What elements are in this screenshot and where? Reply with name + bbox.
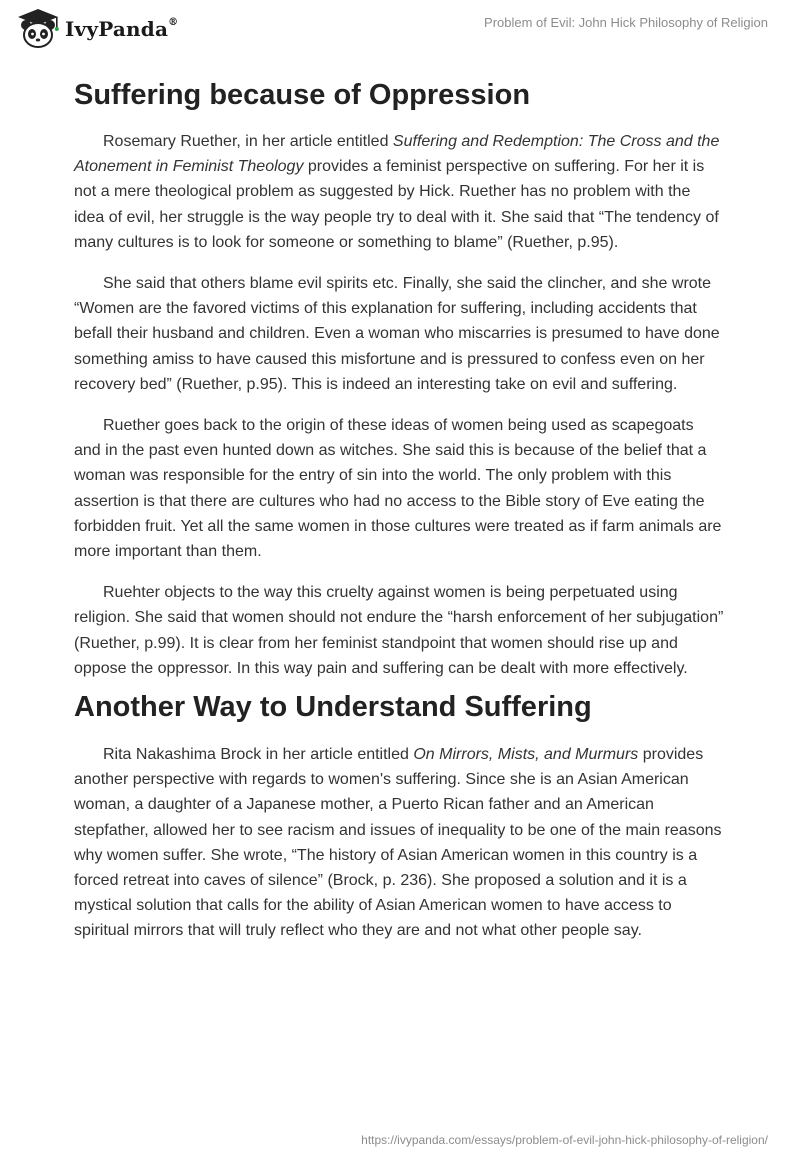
page-header [0,0,800,60]
ivypanda-logo[interactable] [15,8,178,50]
paragraph: Rita Nakashima Brock in her article entitled On Mirrors, Mists, and Murmurs provides another perspective with regards to women's suffering. Since she is an Asian American woman, a daughter of a Japanese mother, a Puerto Rican father and an American stepfather, allowed her to see racism and issues of inequality to be one of the main reasons why women suffer. She wrote, “The history of Asian American women in this country is a forced retreat into caves of silence” (Brock, p. 236). She proposed a solution and it is a mystical solution that calls for the ability of Asian American women to have access to spiritual mirrors that will truly reflect who they are and not what other people say. [74,746,722,940]
paragraph: Rosemary Ruether, in her article entitled Suffering and Redemption: The Cross and the Atonement in Feminist Theology provides a feminist perspective on suffering. For her it is not a mere theological problem as suggested by Hick. Ruether has no problem with the idea of evil, her struggle is the way people try to deal with it. She said that “The tendency of many cultures is to look for someone or something to blame” (Ruether, p.95). [74,133,720,251]
section-heading: Another Way to Understand Suffering [74,691,592,724]
brand-name: IvyPanda® [65,17,179,41]
paragraph: Ruether goes back to the origin of these ideas of women being used as scapegoats and in the past even hunted down as witches. She said this is because of the belief that a woman was responsible for the entry of sin into the world. The only problem with this assertion is that there are cultures who had no access to the Bible story of Eve eating the forbidden fruit. Yet all the same women in those cultures were treated as if farm animals are more important than them. [74,417,722,561]
paragraph: Ruehter objects to the way this cruelty against women is being perpetuated using religion. She said that women should not endure the “harsh enforcement of her subjugation” (Ruether, p.99). It is clear from her feminist standpoint that women should rise up and oppose the oppressor. In this way pain and suffering can be dealt with more effectively. [74,584,724,677]
source-url[interactable]: https://ivypanda.com/essays/problem-of-evil-john-hick-philosophy-of-religion/ [361,1133,768,1147]
registered-mark: ® [168,17,179,29]
article-body [74,70,724,944]
article-title: Suffering and Redemption: The Cross and the Atonement in Feminist Theology [74,133,720,176]
document-title: Problem of Evil: John Hick Philosophy of Religion [484,15,768,30]
section-heading: Suffering because of Oppression [74,79,531,111]
article-title: On Mirrors, Mists, and Murmurs [413,746,639,764]
panda-graduate-icon [15,8,61,50]
paragraph: She said that others blame evil spirits etc. Finally, she said the clincher, and she wrote “Women are the favored victims of this explanation for suffering, including accidents that befall their husband and children. Even a woman who miscarries is presumed to have done something amiss to have caused this misfortune and is pressured to confess even on her recovery bed” (Ruether, p.95). This is indeed an interesting take on evil and suffering. [74,275,720,393]
